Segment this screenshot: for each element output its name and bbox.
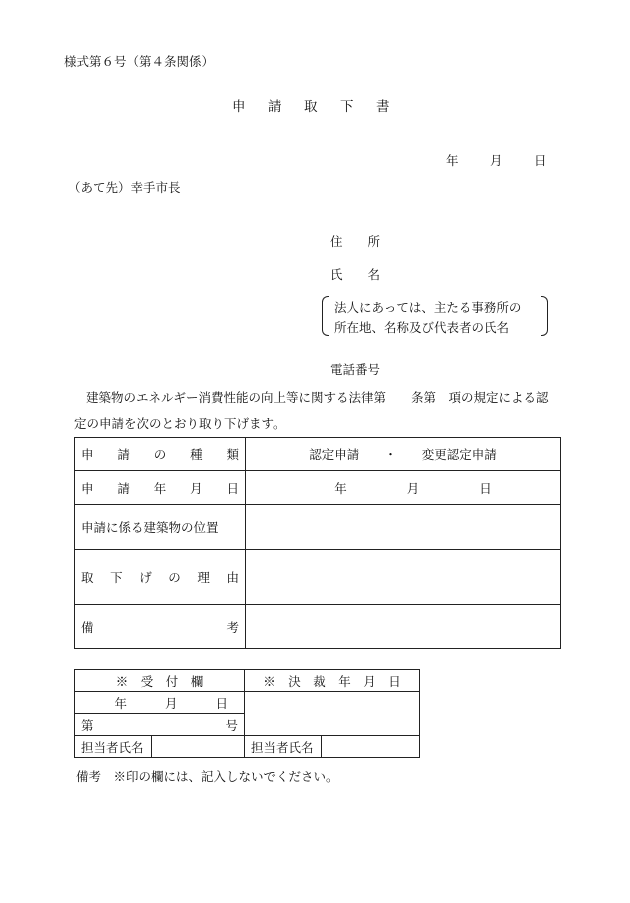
- building-location-value[interactable]: [246, 505, 561, 550]
- table-row: [75, 471, 561, 505]
- body-text-line2: 定の申請を次のとおり取り下げます。: [74, 416, 286, 431]
- application-date-value[interactable]: 年 月 日: [246, 471, 561, 505]
- day-label: 日: [534, 153, 547, 168]
- title-char: 取: [304, 99, 318, 115]
- staff-name-label-1: 担当者氏名: [75, 736, 152, 758]
- receipt-date: 年 月 日: [75, 692, 245, 714]
- submission-date: [446, 151, 578, 169]
- table-row: [75, 670, 420, 692]
- table-row: [75, 692, 420, 714]
- month-label: 月: [490, 153, 503, 168]
- corporate-note-line1: 法人にあっては、主たる事務所の: [334, 300, 522, 315]
- application-type-value[interactable]: 認定申請 ・ 変更認定申請: [246, 438, 561, 471]
- remarks-label: 備 考: [75, 605, 246, 649]
- table-row: [75, 438, 561, 471]
- staff-name-label-2: 担当者氏名: [245, 736, 322, 758]
- applicant-address-label: 住 所: [330, 234, 381, 249]
- staff-name-value-1[interactable]: [152, 736, 245, 758]
- applicant-name-label: 氏 名: [330, 267, 381, 282]
- reception-table: [74, 669, 420, 758]
- decision-date-value[interactable]: [245, 692, 420, 736]
- form-number: 様式第６号（第４条関係）: [64, 54, 215, 69]
- title-char: 申: [232, 99, 246, 115]
- staff-name-value-2[interactable]: [322, 736, 420, 758]
- receipt-number: 第 号: [75, 714, 245, 736]
- receipt-header: ※ 受 付 欄: [75, 670, 245, 692]
- title-char: 書: [376, 99, 390, 115]
- application-table: [74, 437, 561, 649]
- left-bracket: [322, 296, 329, 336]
- title-char: 請: [268, 99, 282, 115]
- table-row: [75, 605, 561, 649]
- decision-header: ※ 決 裁 年 月 日: [245, 670, 420, 692]
- document-title: [232, 95, 412, 115]
- table-row: [75, 550, 561, 605]
- building-location-label: 申請に係る建築物の位置: [75, 505, 246, 550]
- application-date-label: 申 請 年 月 日: [75, 471, 246, 505]
- year-label: 年: [446, 153, 459, 168]
- table-row: [75, 736, 420, 758]
- title-char: 下: [340, 99, 354, 115]
- application-type-label: 申 請 の 種 類: [75, 438, 246, 471]
- remarks-value[interactable]: [246, 605, 561, 649]
- right-bracket: [541, 296, 548, 336]
- table-row: [75, 505, 561, 550]
- footer-note: 備考 ※印の欄には、記入しないでください。: [76, 769, 339, 784]
- withdrawal-reason-value[interactable]: [246, 550, 561, 605]
- body-text-line1: 建築物のエネルギー消費性能の向上等に関する法律第 条第 項の規定による認: [86, 390, 549, 405]
- corporate-note-line2: 所在地、名称及び代表者の氏名: [334, 320, 510, 335]
- withdrawal-reason-label: 取 下 げ の 理 由: [75, 550, 246, 605]
- corporate-note-bracket: [322, 296, 548, 338]
- phone-label: 電話番号: [330, 362, 381, 377]
- addressee: （あて先）幸手市長: [68, 180, 181, 195]
